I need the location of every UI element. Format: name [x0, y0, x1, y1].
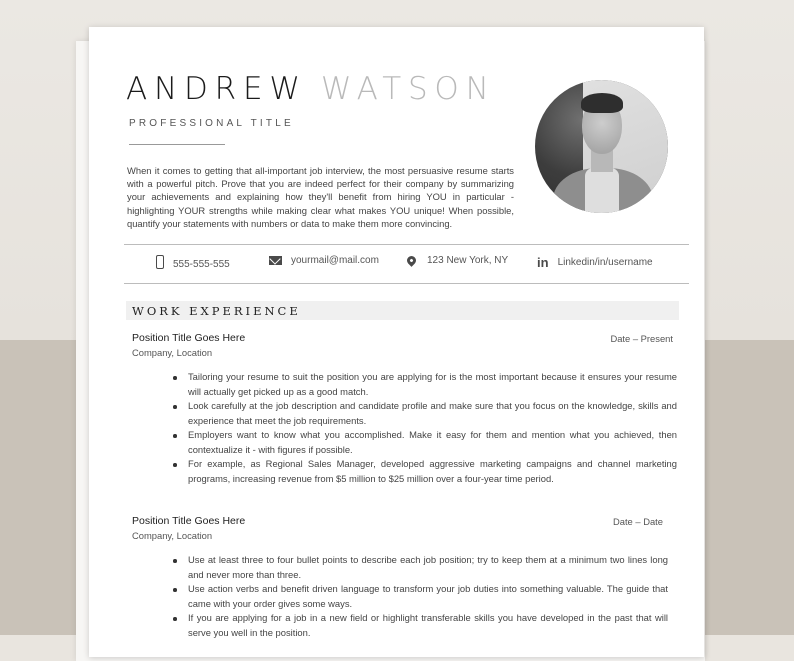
- title-divider: [129, 144, 225, 145]
- list-item: For example, as Regional Sales Manager, developed aggressive marketing campaigns and channel marketing programs, increasing revenue from $5 million to $25 million over a four-year time period.: [188, 457, 677, 486]
- mail-icon: [269, 256, 282, 265]
- profile-photo: [535, 80, 668, 213]
- job-date: Date – Present: [610, 333, 673, 344]
- phone-text: 555-555-555: [173, 258, 230, 270]
- job-company: Company, Location: [132, 347, 213, 358]
- candidate-name: [126, 71, 496, 107]
- location-text: 123 New York, NY: [427, 255, 509, 266]
- list-item: If you are applying for a job in a new field or highlight transferable skills you have developed in the past that will serve you well in the position.: [188, 611, 668, 640]
- list-item: Use at least three to four bullet points to describe each job position; try to keep them at a minimum two lines long and never more than three.: [188, 553, 668, 582]
- contact-phone: [156, 255, 230, 269]
- summary-paragraph: When it comes to getting that all-important job interview, the most persuasive resume starts with a powerful pitch. Prove that you are indeed perfect for their company by summarizing your achievements and explaining how they'll benefit from hiring YOU in particular - highlighting YOUR strengths while making clear what makes YOU unique! When possible, quantify your statements with numbers or data to make them more convincing.: [127, 165, 514, 229]
- resume-page: [89, 27, 704, 657]
- linkedin-text: Linkedin/in/username: [557, 257, 653, 268]
- first-name: ANDREW: [126, 71, 307, 107]
- list-item: Look carefully at the job description and candidate profile and make sure that you focus on the knowledge, skills and experience that meet the job requirements.: [188, 399, 677, 428]
- job-bullets: [188, 553, 668, 640]
- section-title: WORK EXPERIENCE: [132, 304, 301, 318]
- email-text: yourmail@mail.com: [291, 255, 379, 266]
- job-date: Date – Date: [612, 516, 663, 527]
- contact-bar: [124, 244, 689, 284]
- job-company: Company, Location: [132, 530, 213, 541]
- work-experience-header: [126, 301, 679, 320]
- location-pin-icon: [405, 254, 418, 267]
- professional-title: PROFESSIONAL TITLE: [129, 118, 294, 129]
- job-title: Position Title Goes Here: [132, 332, 246, 344]
- contact-email: [269, 255, 379, 266]
- list-item: Employers want to know what you accomplished. Make it easy for them and mention what you achieved, then contextualize it - with figures if possible.: [188, 428, 677, 457]
- list-item: Tailoring your resume to suit the position you are applying for is the most important because it ensures your resume will actually get picked up as a good match.: [188, 370, 677, 399]
- last-name: WATSON: [320, 71, 496, 107]
- job-title: Position Title Goes Here: [132, 515, 246, 527]
- list-item: Use action verbs and benefit driven language to transform your job duties into something valuable. The guide that came with your order gives some ways.: [188, 582, 668, 611]
- phone-icon: [156, 255, 164, 269]
- linkedin-icon: in: [537, 255, 549, 270]
- contact-location: [407, 255, 508, 266]
- job-bullets: [188, 370, 677, 486]
- contact-linkedin: [537, 255, 653, 270]
